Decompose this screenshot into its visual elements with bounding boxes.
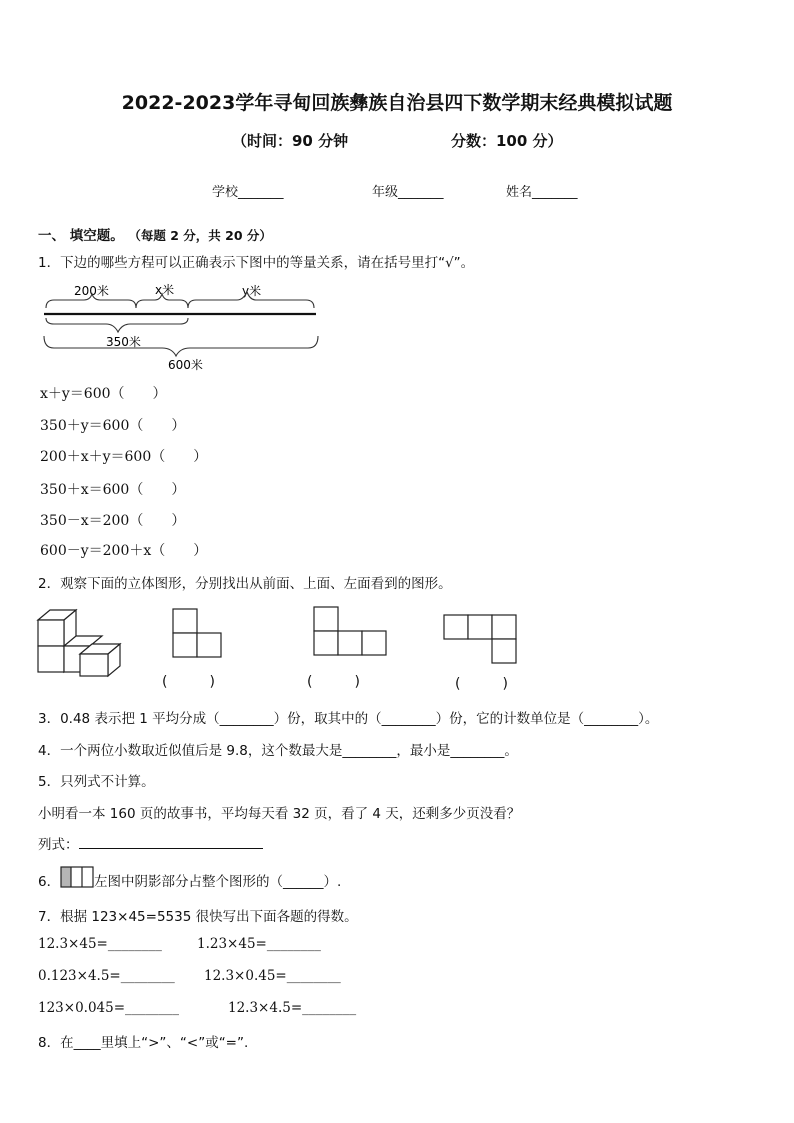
label-200: 200米 [74, 284, 109, 298]
calc-6: 12.3×4.5=________ [228, 1000, 357, 1016]
option-1: x＋y＝600（ ） [40, 386, 167, 402]
school-blank: _______ [238, 185, 284, 200]
label-350: 350米 [106, 335, 141, 349]
answer-paren-3[interactable]: ( ) [455, 676, 508, 692]
name-label: 姓名 [506, 185, 533, 200]
formula-label: 列式： [38, 837, 79, 853]
question-4: 4．一个两位小数取近似值后是 9.8，这个数最大是________，最小是________。 [38, 743, 518, 759]
view-figure-2 [313, 606, 389, 656]
option-6: 600－y＝200＋x（ ） [40, 543, 208, 559]
question-1: 1．下边的哪些方程可以正确表示下图中的等量关系，请在括号里打“√”。 [38, 255, 475, 271]
view-figure-1 [172, 608, 224, 658]
school-label: 学校 [212, 185, 239, 200]
option-2: 350＋y＝600（ ） [40, 418, 186, 434]
calc-3: 0.123×4.5=________ [38, 968, 175, 984]
grade-blank: _______ [398, 185, 444, 200]
option-5: 350－x＝200（ ） [40, 513, 186, 529]
label-y: y米 [242, 284, 262, 298]
exam-score: 分数：100 分） [451, 132, 563, 150]
question-2: 2．观察下面的立体图形，分别找出从前面、上面、左面看到的图形。 [38, 576, 452, 592]
question-3: 3．0.48 表示把 1 平均分成（________）份，取其中的（________）份，它的计数单位是（________）。 [38, 711, 659, 727]
school-field [212, 181, 284, 200]
calc-4: 12.3×0.45=________ [204, 968, 341, 984]
question-5-answer [38, 833, 263, 853]
answer-paren-2[interactable]: ( ) [307, 674, 360, 690]
brace-350 [46, 318, 188, 332]
calc-1: 12.3×45=________ [38, 936, 162, 952]
exam-time: （时间：90 分钟 [232, 132, 349, 150]
shaded-rectangle-figure [60, 866, 94, 888]
question-5-problem: 小明看一本 160 页的故事书，平均每天看 32 页，看了 4 天，还剩多少页没看？ [38, 806, 521, 822]
section-note: （每题 2 分，共 20 分） [128, 228, 272, 243]
page-title: 2022-2023学年寻甸回族彝族自治县四下数学期末经典模拟试题 [121, 92, 673, 114]
question-5: 5．只列式不计算。 [38, 774, 155, 790]
segment-diagram [42, 278, 322, 374]
view-figure-3 [443, 614, 521, 664]
label-x: x米 [155, 283, 175, 297]
option-3: 200＋x＋y＝600（ ） [40, 449, 208, 465]
name-field [506, 181, 578, 200]
section-heading [38, 224, 272, 244]
question-8: 8．在____里填上“>”、“<”或“=”. [38, 1035, 249, 1051]
option-4: 350＋x＝600（ ） [40, 482, 186, 498]
brace-600 [44, 336, 318, 356]
section-title: 一、 填空题。 [38, 228, 124, 244]
cube-solid-figure [36, 606, 126, 678]
answer-paren-1[interactable]: ( ) [162, 674, 215, 690]
grade-field [372, 181, 444, 200]
question-7: 7．根据 123×45=5535 很快写出下面各题的得数。 [38, 909, 358, 925]
label-600: 600米 [168, 358, 203, 372]
name-blank: _______ [532, 185, 578, 200]
calc-2: 1.23×45=________ [197, 936, 321, 952]
brace-200 [46, 294, 136, 308]
question-6-number: 6． [38, 874, 61, 890]
grade-label: 年级 [372, 185, 399, 200]
question-6: 左图中阴影部分占整个图形的（______）. [94, 874, 342, 890]
formula-line[interactable] [79, 835, 263, 849]
calc-5: 123×0.045=________ [38, 1000, 180, 1016]
